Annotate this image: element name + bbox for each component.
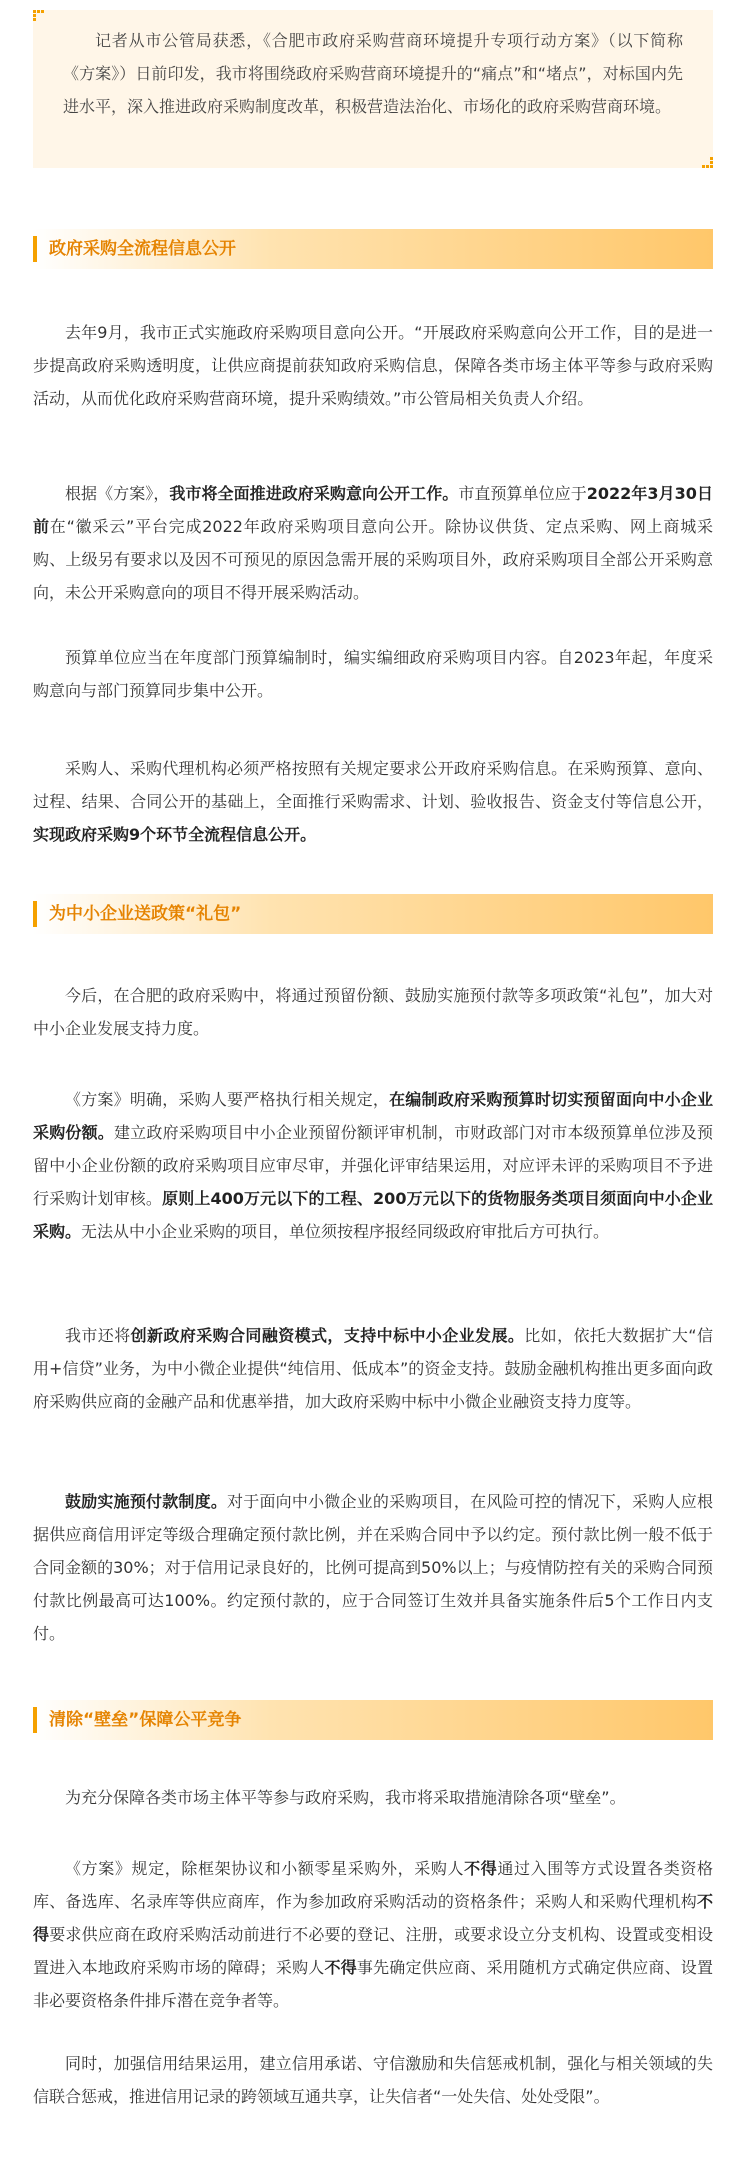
intro-box (33, 10, 713, 168)
paragraph (33, 477, 713, 609)
paragraph (33, 979, 713, 1045)
paragraph (33, 316, 713, 415)
paragraph-text: 通过入围等方式设置各类资格库、备选库、名录库等供应商库，作为参加政府采购活动的资格条件；采购人和采购代理机构 (33, 1859, 713, 1911)
intro-text: 记者从市公管局获悉，《合肥市政府采购营商环境提升专项行动方案》（以下简称《方案》）日前印发，我市将围绕政府采购营商环境提升的“痛点”和“堵点”，对标国内先进水平，深入推进政府采购制度改革，积极营造法治化、市场化的政府采购营商环境。 (63, 31, 683, 116)
paragraph (33, 1319, 713, 1418)
bold-text: 2022年3月30日前 (33, 484, 713, 536)
section-title: 为中小企业送政策“礼包” (49, 904, 242, 924)
section-header (33, 1700, 713, 1740)
bold-text: 创新政府采购合同融资模式，支持中标中小企业发展。 (130, 1326, 525, 1345)
bold-text: 我市将全面推进政府采购意向公开工作。 (169, 484, 459, 503)
paragraph-text: 为充分保障各类市场主体平等参与政府采购，我市将采取措施清除各项“壁垒”。 (65, 1788, 626, 1807)
paragraph-text: 预算单位应当在年度部门预算编制时，编实编细政府采购项目内容。自2023年起，年度采购意向与部门预算同步集中公开。 (33, 648, 713, 700)
paragraph-text: 今后，在合肥的政府采购中，将通过预留份额、鼓励实施预付款等多项政策“礼包”，加大对中小企业发展支持力度。 (33, 986, 713, 1038)
paragraph-text: 在“徽采云”平台完成2022年政府采购项目意向公开。除协议供货、定点采购、网上商城采购、上级另有要求以及因不可预见的原因急需开展的采购项目外，政府采购项目全部公开采购意向，未公开采购意向的项目不得开展采购活动。 (33, 517, 713, 602)
paragraph-text: 无法从中小企业采购的项目，单位须按程序报经同级政府审批后方可执行。 (81, 1222, 610, 1241)
paragraph-text: 采购人、采购代理机构必须严格按照有关规定要求公开政府采购信息。在采购预算、意向、过程、结果、合同公开的基础上，全面推行采购需求、计划、验收报告、资金支付等信息公开， (33, 759, 713, 811)
bold-text: 不得 (33, 1892, 713, 1944)
paragraph-text: 同时，加强信用结果运用，建立信用承诺、守信激励和失信惩戒机制，强化与相关领域的失信联合惩戒，推进信用记录的跨领域互通共享，让失信者“一处失信、处处受限”。 (33, 2054, 713, 2106)
paragraph (33, 1852, 713, 2017)
bold-text: 不得 (324, 1958, 357, 1977)
paragraph-text: 《方案》明确，采购人要严格执行相关规定， (65, 1090, 390, 1109)
paragraph (33, 1485, 713, 1650)
paragraph (33, 1781, 713, 1814)
paragraph-text: 我市还将 (65, 1326, 131, 1345)
paragraph-text: 建立政府采购项目中小企业预留份额评审机制，市财政部门对市本级预算单位涉及预留中小企业份额的政府采购项目应审尽审，并强化评审结果运用，对应评未评的采购项目不予进行采购计划审核。 (33, 1123, 713, 1208)
paragraph-text: 去年9月，我市正式实施政府采购项目意向公开。“开展政府采购意向公开工作，目的是进一步提高政府采购透明度，让供应商提前获知政府采购信息，保障各类市场主体平等参与政府采购活动，从而优化政府采购营商环境，提升采购绩效。”市公管局相关负责人介绍。 (33, 323, 713, 408)
paragraph-text: 对于面向中小微企业的采购项目，在风险可控的情况下，采购人应根据供应商信用评定等级合理确定预付款比例，并在采购合同中予以约定。预付款比例一般不低于合同金额的30%；对于信用记录良好的，比例可提高到50%以上；与疫情防控有关的采购合同预付款比例最高可达100%。约定预付款的，应于合同签订生效并具备实施条件后5个工作日内支付。 (33, 1492, 713, 1643)
paragraph (33, 1083, 713, 1248)
paragraph-text: 根据《方案》， (65, 484, 170, 503)
paragraph-text: 事先确定供应商、采用随机方式确定供应商、设置非必要资格条件排斥潜在竞争者等。 (33, 1958, 713, 2010)
bold-text: 在编制政府采购预算时切实预留面向中小企业采购份额。 (33, 1090, 713, 1142)
section-title: 清除“壁垒”保障公平竞争 (49, 1710, 242, 1730)
bold-text: 实现政府采购9个环节全流程信息公开。 (33, 825, 317, 844)
section-accent-bar (33, 236, 37, 262)
section-accent-bar (33, 901, 37, 927)
section-accent-bar (33, 1707, 37, 1733)
paragraph (33, 2047, 713, 2113)
paragraph-text: 《方案》规定，除框架协议和小额零星采购外，采购人 (65, 1859, 465, 1878)
paragraph (33, 641, 713, 707)
section-header (33, 229, 713, 269)
paragraph-text: 比如，依托大数据扩大“信用+信贷”业务，为中小微企业提供“纯信用、低成本”的资金支持。鼓励金融机构推出更多面向政府采购供应商的金融产品和优惠举措，加大政府采购中标中小微企业融资支持力度等。 (33, 1326, 713, 1411)
paragraph-text: 市直预算单位应于 (458, 484, 587, 503)
paragraph-text: 要求供应商在政府采购活动前进行不必要的登记、注册，或要求设立分支机构、设置或变相设置进入本地政府采购市场的障碍；采购人 (33, 1925, 713, 1977)
bold-text: 鼓励实施预付款制度。 (65, 1492, 228, 1511)
section-title: 政府采购全流程信息公开 (49, 239, 236, 259)
section-header (33, 894, 713, 934)
corner-decoration-icon (701, 156, 713, 168)
paragraph (33, 752, 713, 851)
corner-decoration-icon (33, 10, 45, 22)
bold-text: 原则上400万元以下的工程、200万元以下的货物服务类项目须面向中小企业采购。 (33, 1189, 713, 1241)
bold-text: 不得 (464, 1859, 498, 1878)
